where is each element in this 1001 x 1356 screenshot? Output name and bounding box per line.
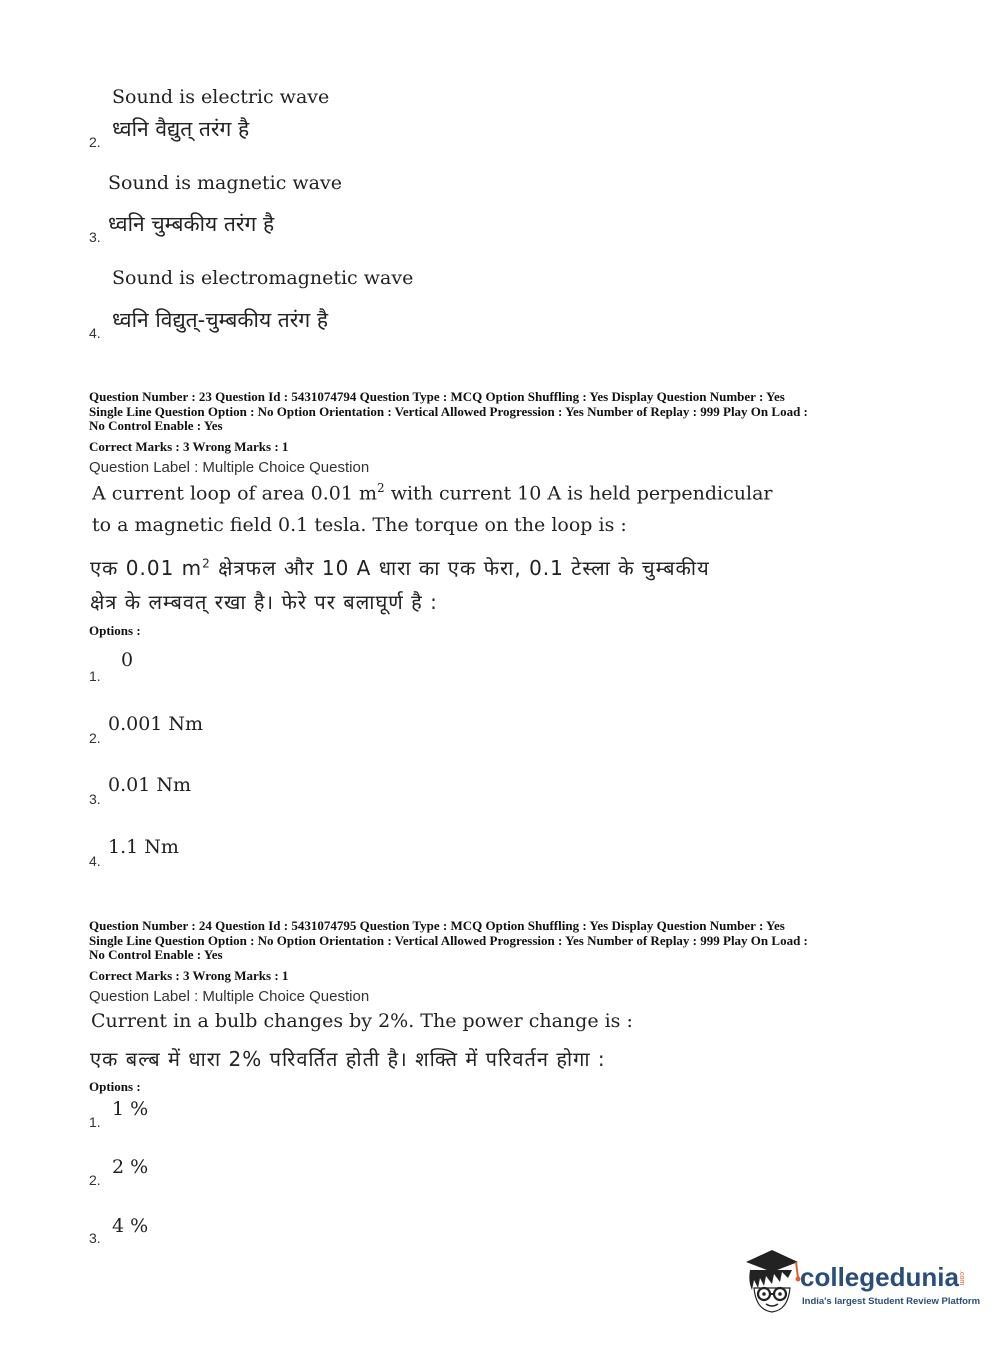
logo-com: .com <box>958 1270 965 1286</box>
prev-option-4-en: Sound is electromagnetic wave <box>112 267 414 289</box>
q23-option-3-text: 0.01 Nm <box>108 774 191 796</box>
q23-meta-line3: No Control Enable : Yes <box>89 418 223 433</box>
q23-en-pre: A current loop of area 0.01 m <box>92 482 378 505</box>
q23-option-2-number: 2. <box>89 730 101 746</box>
prev-option-4-hi: ध्वनि विद्युत्-चुम्बकीय तरंग है <box>112 308 329 332</box>
q24-marks: Correct Marks : 3 Wrong Marks : 1 <box>89 968 289 983</box>
prev-option-2-en: Sound is electric wave <box>112 86 330 108</box>
prev-option-3-hi: ध्वनि चुम्बकीय तरंग है <box>108 212 275 236</box>
prev-option-4-number: 4. <box>89 325 101 341</box>
q24-label: Question Label : Multiple Choice Question <box>89 988 370 1005</box>
collegedunia-logo <box>742 1248 981 1318</box>
q24-text-hi: एक बल्ब में धारा 2% परिवर्तित होती है। शक्ति में परिवर्तन होगा : <box>90 1047 606 1071</box>
q24-option-3-number: 3. <box>89 1230 101 1246</box>
prev-option-3-number: 3. <box>89 229 101 245</box>
q24-option-3-text: 4 % <box>112 1215 149 1237</box>
q23-en-post: with current 10 A is held perpendicular <box>384 482 773 505</box>
q24-meta-line3: No Control Enable : Yes <box>89 947 223 962</box>
q23-marks: Correct Marks : 3 Wrong Marks : 1 <box>89 439 289 454</box>
q23-options-label: Options : <box>89 623 141 638</box>
q24-meta-line1: Question Number : 24 Question Id : 5431074795 Question Type : MCQ Option Shuffling : Yes Display Question Number : Yes <box>89 918 785 933</box>
q24-option-2-number: 2. <box>89 1172 101 1188</box>
q23-text-en-line1 <box>92 481 773 504</box>
q24-option-1-text: 1 % <box>112 1098 149 1120</box>
q23-text-hi-line1 <box>90 554 710 581</box>
q23-text-en-line2: to a magnetic field 0.1 tesla. The torque on the loop is : <box>92 514 627 536</box>
q23-label: Question Label : Multiple Choice Question <box>89 459 370 476</box>
q24-meta <box>89 919 919 963</box>
q23-hi-pre: एक 0.01 m <box>90 556 203 580</box>
q23-hi-sup: 2 <box>202 556 211 571</box>
q23-option-1-number: 1. <box>89 668 101 684</box>
q23-en-sup: 2 <box>377 481 385 495</box>
q23-option-1-text: 0 <box>121 649 134 671</box>
q24-option-2-text: 2 % <box>112 1156 149 1178</box>
q23-meta-line2: Single Line Question Option : No Option Orientation : Vertical Allowed Progression : Yes Number of Replay : 999 Play On Load : <box>89 403 808 419</box>
q23-hi-post: क्षेत्रफल और 10 A धारा का एक फेरा, 0.1 टेस्ला के चुम्बकीय <box>210 556 710 580</box>
q23-option-3-number: 3. <box>89 791 101 807</box>
q24-meta-line2: Single Line Question Option : No Option Orientation : Vertical Allowed Progression : Yes Number of Replay : 999 Play On Load : <box>89 932 808 948</box>
q23-meta-line1: Question Number : 23 Question Id : 5431074794 Question Type : MCQ Option Shuffling : Yes Display Question Number : Yes <box>89 389 785 404</box>
q23-option-4-text: 1.1 Nm <box>108 836 179 858</box>
q23-text-hi-line2: क्षेत्र के लम्बवत् रखा है। फेरे पर बलाघूर्ण है : <box>90 590 438 614</box>
q24-options-label: Options : <box>89 1079 141 1094</box>
prev-option-2-hi: ध्वनि वैद्युत् तरंग है <box>112 117 250 141</box>
q23-option-4-number: 4. <box>89 853 101 869</box>
mascot-icon <box>742 1248 802 1318</box>
q24-option-1-number: 1. <box>89 1114 101 1130</box>
prev-option-3-en: Sound is magnetic wave <box>108 172 342 194</box>
q23-meta <box>89 390 919 434</box>
q24-text-en: Current in a bulb changes by 2%. The power change is : <box>91 1010 633 1032</box>
logo-name: collegedunia <box>800 1262 959 1292</box>
prev-option-2-number: 2. <box>89 134 101 150</box>
q23-option-2-text: 0.001 Nm <box>108 713 204 735</box>
logo-tagline: India's largest Student Review Platform <box>802 1296 981 1307</box>
